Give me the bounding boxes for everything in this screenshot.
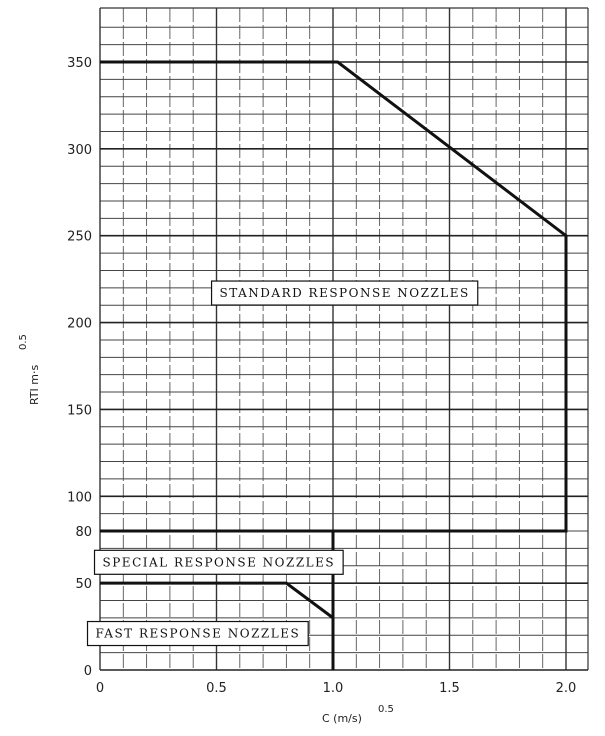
x-tick-label: 2.0: [555, 681, 577, 696]
x-tick-label: 0: [95, 681, 105, 696]
y-tick-label: 300: [67, 142, 92, 158]
fast-response-label-text: FAST RESPONSE NOZZLES: [95, 626, 301, 641]
y-tick-label: 350: [67, 56, 92, 71]
y-tick-label: 100: [67, 490, 92, 506]
special-response-label: [95, 550, 344, 574]
x-axis-ticks: [96, 681, 576, 696]
y-tick-label: 80: [75, 525, 92, 541]
x-tick-label: 0.5: [206, 681, 227, 696]
y-tick-label: 150: [67, 403, 92, 419]
region-labels: [88, 281, 478, 645]
x-axis-label: C (m/s): [322, 712, 362, 725]
y-axis-ticks: [67, 56, 92, 679]
standard-response-label-text: STANDARD RESPONSE NOZZLES: [219, 286, 470, 301]
y-axis-label-exponent: 0.5: [18, 334, 29, 350]
y-axis-label: RTI m·s: [28, 364, 41, 405]
fast-response-label: [88, 622, 309, 646]
x-axis-label-exponent: 0.5: [378, 704, 394, 715]
y-tick-label: 250: [67, 229, 92, 245]
y-tick-label: 0: [83, 664, 92, 679]
x-tick-label: 1.0: [322, 681, 344, 696]
x-tick-label: 1.5: [439, 681, 460, 696]
y-tick-label: 200: [67, 316, 92, 332]
standard-response-label: [212, 281, 478, 305]
special-response-label-text: SPECIAL RESPONSE NOZZLES: [102, 555, 336, 570]
y-tick-label: 50: [75, 577, 92, 593]
